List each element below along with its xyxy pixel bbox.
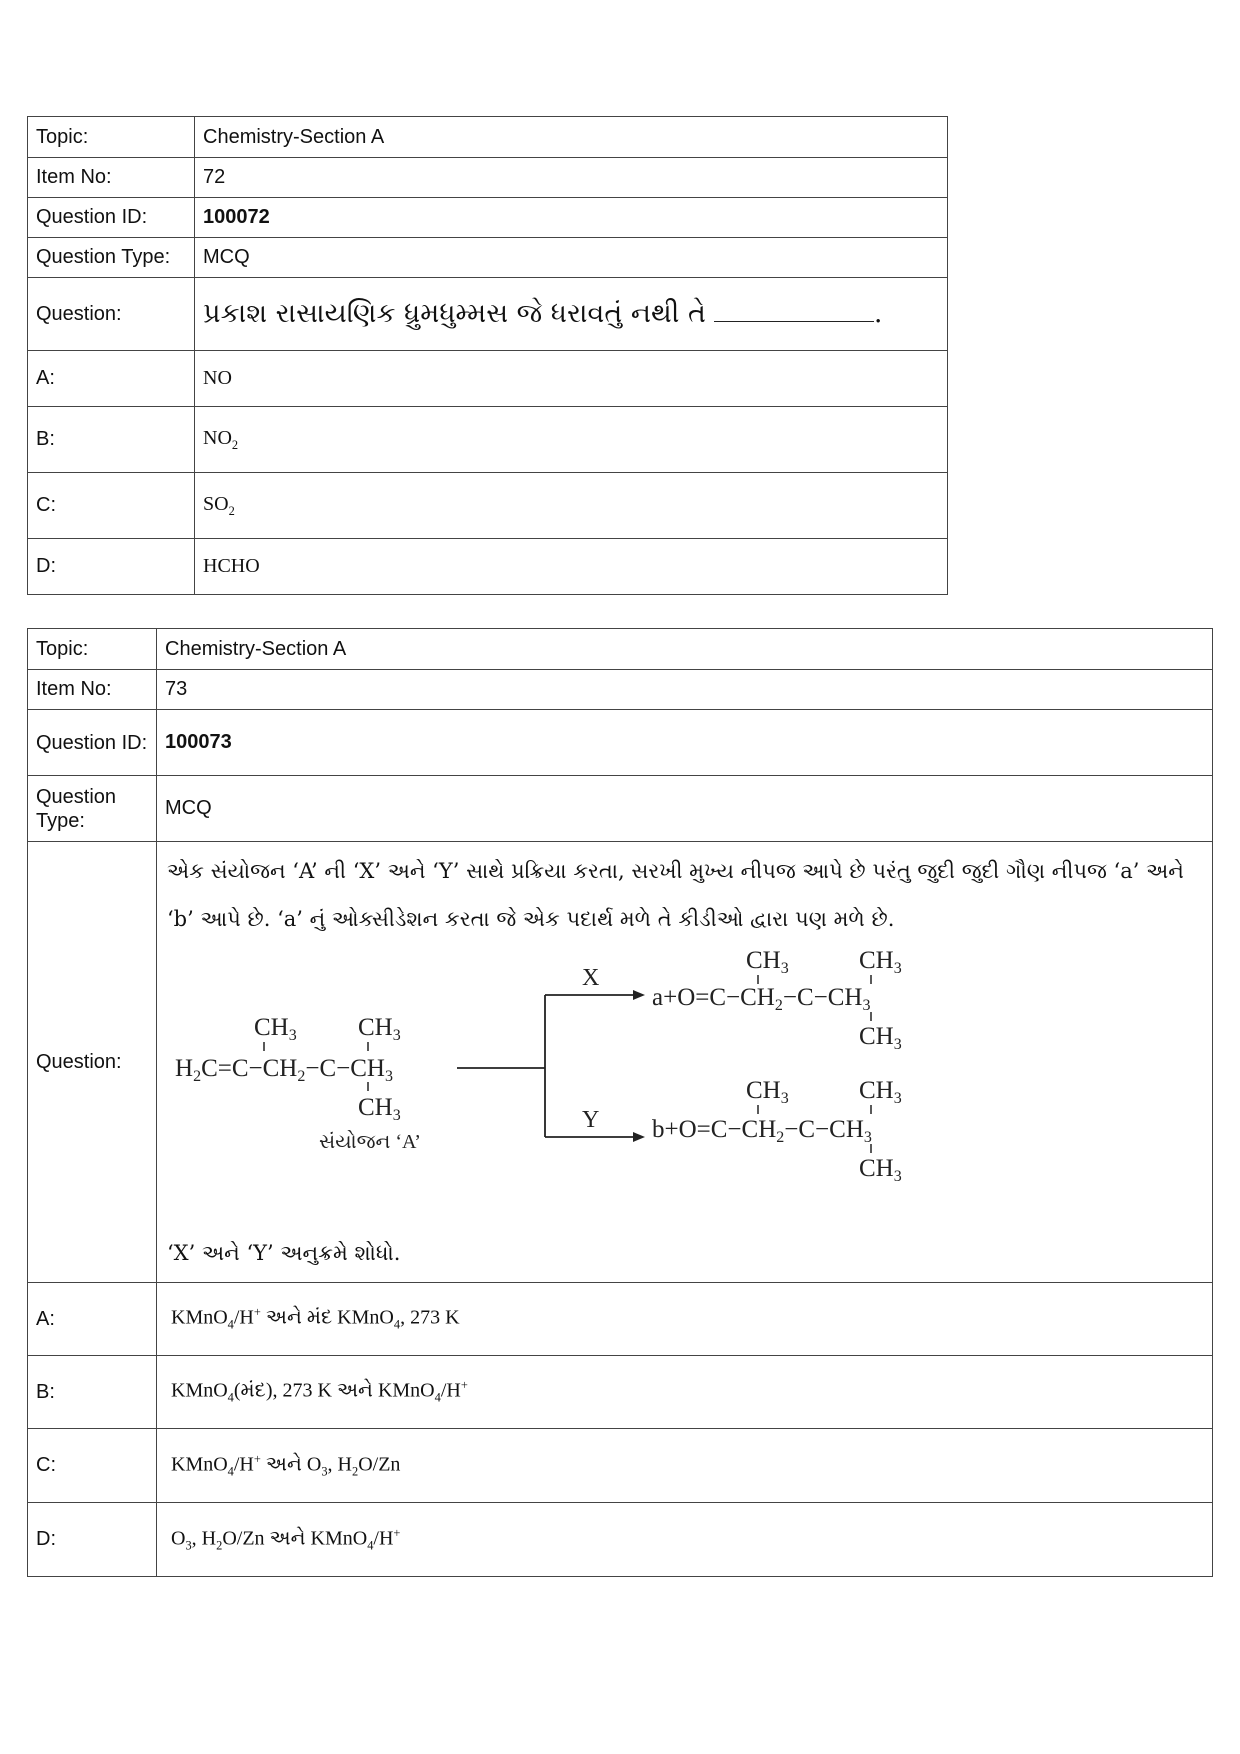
question-73-table	[27, 628, 1213, 1577]
item-no-value: 72	[195, 158, 948, 198]
question-id-value: 100073	[157, 710, 1213, 776]
topic-value: Chemistry-Section A	[157, 629, 1213, 670]
product-a-chain: $a+O=C-CH_2-C-CH_3$	[652, 984, 871, 1014]
question-end: .	[873, 298, 883, 329]
reagent-y-label: Y	[582, 1107, 600, 1133]
item-no-label: Item No:	[28, 158, 195, 198]
option-d-value: HCHO	[195, 539, 948, 595]
arrow-head-y	[633, 1132, 645, 1142]
question-id-label: Question ID:	[28, 710, 157, 776]
question-type-value: MCQ	[157, 776, 1213, 842]
option-a-label: A:	[28, 351, 195, 407]
option-c-value: KMnO$_4$/H+ અને $O_3$, $H_2O/Zn$	[157, 1429, 1213, 1503]
question-cell	[157, 842, 1213, 1283]
question-label: Question:	[28, 278, 195, 351]
topic-label: Topic:	[28, 117, 195, 158]
ch3-label: $CH_3$	[859, 1077, 902, 1107]
question-id-value: 100072	[195, 198, 948, 238]
option-d-value: $O_3$, $H_2O/Zn$ અને KMnO$_4$/H+	[157, 1503, 1213, 1577]
option-c-row	[28, 473, 948, 539]
ch3-label: $CH_3$	[254, 1014, 297, 1044]
ch3-label: $CH_3$	[859, 1155, 902, 1185]
item-no-row	[28, 670, 1213, 710]
option-a-row	[28, 1283, 1213, 1356]
question-id-row	[28, 710, 1213, 776]
item-no-row	[28, 158, 948, 198]
item-no-label: Item No:	[28, 670, 157, 710]
option-a-value: NO	[195, 351, 948, 407]
option-d-label: D:	[28, 539, 195, 595]
question-label: Question:	[28, 842, 157, 1283]
topic-value: Chemistry-Section A	[195, 117, 948, 158]
formula-subscript: 2	[231, 437, 239, 452]
question-cell	[195, 278, 948, 351]
option-c-row	[28, 1429, 1213, 1503]
compound-a-label: સંયોજન ‘A’	[319, 1131, 421, 1153]
option-c-label: C:	[28, 473, 195, 539]
question-type-label: Question Type:	[28, 776, 157, 842]
option-b-value	[195, 407, 948, 473]
question-line-1: એક સંયોજન ‘A’ ની ‘X’ અને ‘Y’ સાથે પ્રક્રિયા કરતા, સરખી મુખ્ય નીપજ આપે છે પરંતુ જુદી જુદી ગૌણ નીપજ ‘a’ અને	[167, 859, 1184, 883]
question-id-label: Question ID:	[28, 198, 195, 238]
question-text: પ્રકાશ રાસાયણિક ધ્રુમધુમ્મસ જે ધરાવતું નથી તે	[203, 298, 706, 329]
option-d-row	[28, 539, 948, 595]
option-b-value: KMnO$_4$(મંદ), 273 K અને KMnO$_4$/H+	[157, 1356, 1213, 1429]
ch3-label: $CH_3$	[358, 1094, 401, 1124]
option-b-row	[28, 407, 948, 473]
reactant-compound-a	[175, 1014, 421, 1153]
formula-base: NO	[203, 426, 232, 449]
product-b-chain: $b+O=C-CH_2-C-CH_3$	[652, 1116, 872, 1146]
topic-row	[28, 629, 1213, 670]
ch3-label: $CH_3$	[859, 1023, 902, 1053]
topic-row	[28, 117, 948, 158]
question-type-row	[28, 238, 948, 278]
ch3-label: $CH_3$	[358, 1014, 401, 1044]
ch3-label: $CH_3$	[859, 948, 902, 977]
option-b-label: B:	[28, 407, 195, 473]
question-row	[28, 842, 1213, 1283]
reaction-arrows	[457, 995, 635, 1137]
reagent-x-label: X	[582, 965, 600, 991]
ch3-label: $CH_3$	[746, 948, 789, 977]
product-a	[652, 948, 902, 1053]
product-b	[652, 1077, 902, 1185]
question-type-row	[28, 776, 1213, 842]
option-d-row	[28, 1503, 1213, 1577]
question-line-2: ‘b’ આપે છે. ‘a’ નું ઓક્સીડેશન કરતા જે એક પદાર્થ મળે તે કીડીઓ દ્વારા પણ મળે છે.	[167, 907, 895, 931]
option-a-row	[28, 351, 948, 407]
option-c-label: C:	[28, 1429, 157, 1503]
question-row	[28, 278, 948, 351]
answer-blank	[714, 301, 874, 322]
question-72-table	[27, 116, 948, 595]
reaction-scheme	[157, 948, 1197, 1228]
formula-base: SO	[203, 492, 229, 515]
formula-subscript: 2	[228, 503, 235, 518]
option-a-value: KMnO$_4$/H+ અને મંદ KMnO$_4$, 273 K	[157, 1283, 1213, 1356]
option-b-row	[28, 1356, 1213, 1429]
question-prompt: ‘X’ અને ‘Y’ અનુક્રમે શોધો.	[167, 1241, 401, 1265]
question-id-row	[28, 198, 948, 238]
option-d-label: D:	[28, 1503, 157, 1577]
topic-label: Topic:	[28, 629, 157, 670]
reactant-chain: $H_2C=C-CH_2-C-CH_3$	[175, 1055, 393, 1085]
item-no-value: 73	[157, 670, 1213, 710]
ch3-label: $CH_3$	[746, 1077, 789, 1107]
question-type-value: MCQ	[195, 238, 948, 278]
arrow-head-x	[633, 990, 645, 1000]
option-b-label: B:	[28, 1356, 157, 1429]
option-a-label: A:	[28, 1283, 157, 1356]
option-c-value	[195, 473, 948, 539]
question-type-label: Question Type:	[28, 238, 195, 278]
